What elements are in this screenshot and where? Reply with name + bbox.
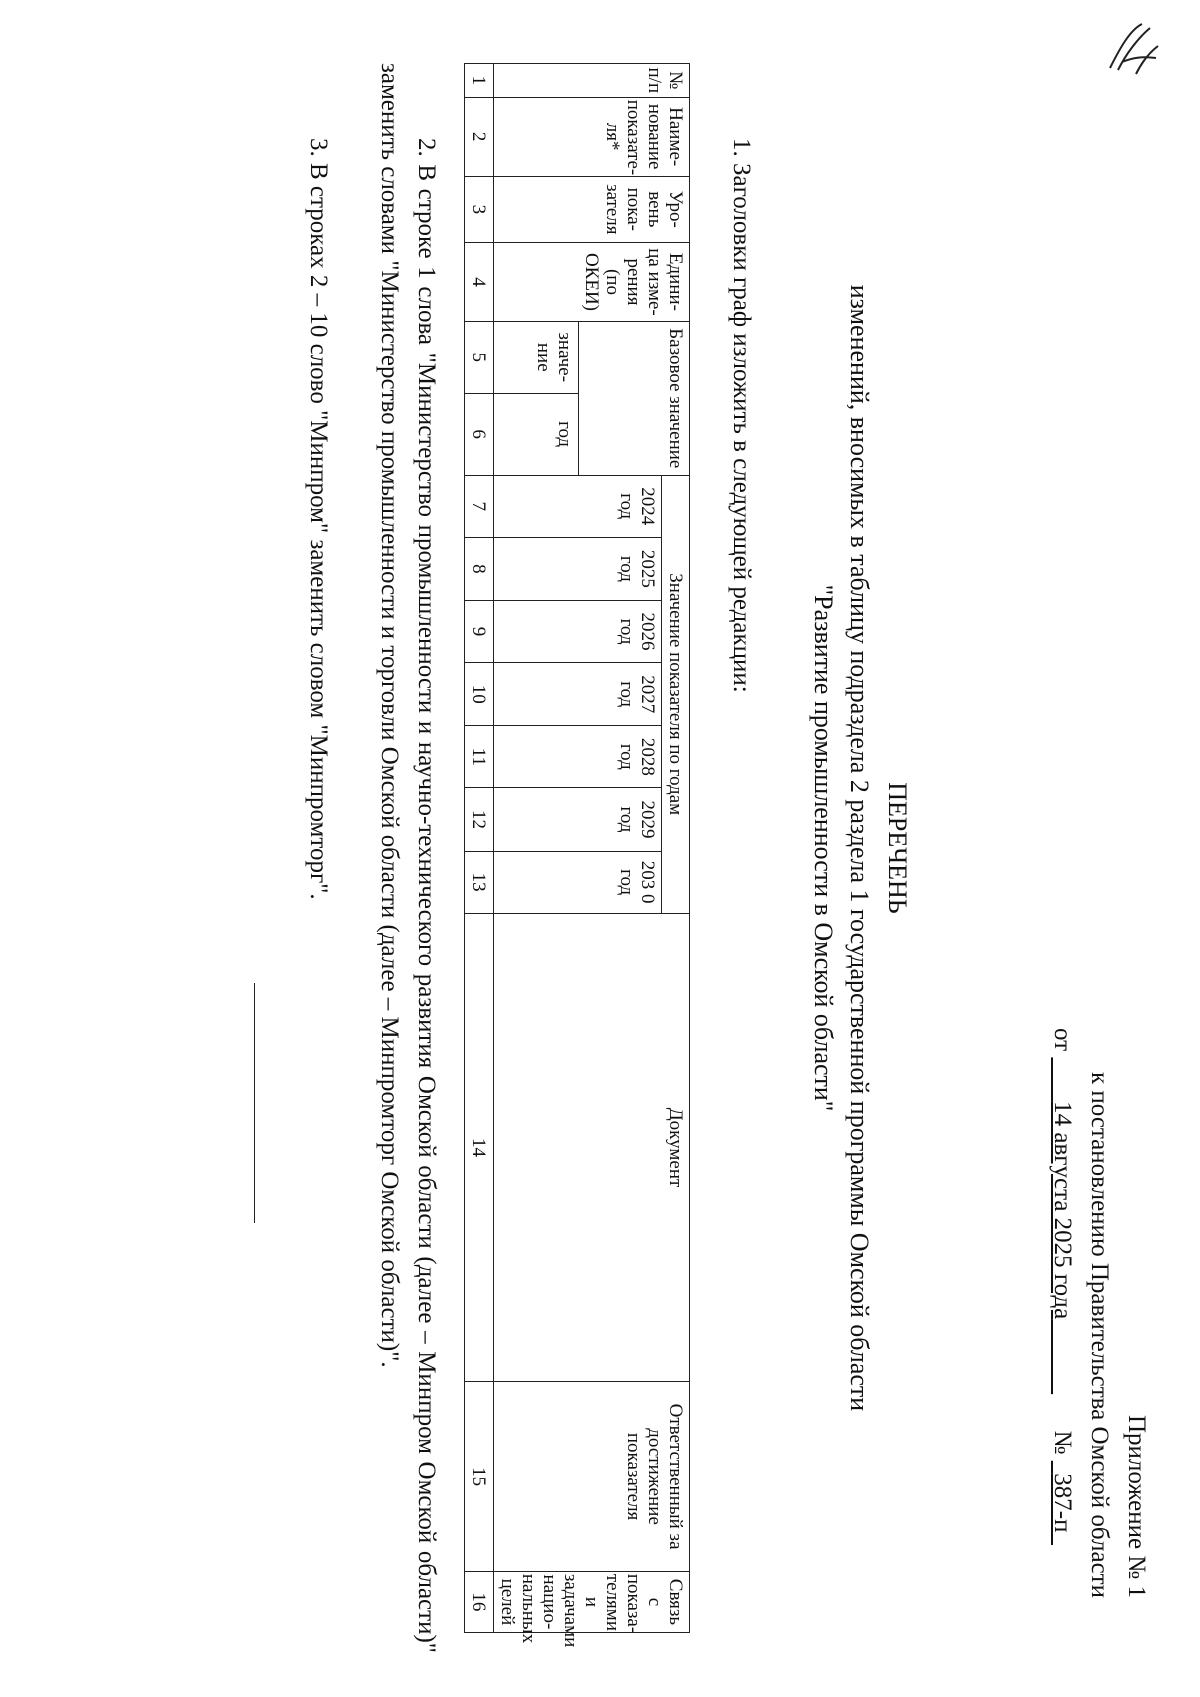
header-indicator-name: Наиме- нование показате- ля* (494, 97, 690, 176)
column-number: 11 (465, 726, 494, 788)
column-number: 13 (465, 851, 494, 913)
header-indicator-level: Уро- вень пока- зателя (494, 176, 690, 242)
rotated-content (95, 48, 1155, 1653)
approval-line-3 (1044, 898, 1081, 1598)
program-name: "Развитие промышленности в Омской области" (809, 584, 838, 1112)
column-number: 3 (465, 176, 494, 242)
header-values-by-year: Значение показателя по годам (662, 475, 690, 913)
approval-block (1044, 898, 1155, 1598)
header-responsible: Ответственный за достижение показателя (494, 1382, 690, 1572)
header-year-2024: 2024 год (494, 475, 662, 537)
column-number: 2 (465, 97, 494, 176)
column-number: 16 (465, 1571, 494, 1632)
column-number: 14 (465, 913, 494, 1382)
approval-line-2: к постановлению Правительства Омской области (1086, 1071, 1113, 1598)
column-headers-table (464, 63, 690, 1648)
header-year-2027: 2027 год (494, 663, 662, 726)
column-number: 6 (465, 393, 494, 475)
approval-number: 387-п (1049, 1473, 1076, 1533)
header-unit: Едини- ца изме- рения (по ОКЕИ) (494, 242, 690, 321)
header-base-value-value: значе- ние (494, 321, 579, 393)
number-label: № (1049, 1430, 1076, 1455)
column-number: 1 (465, 64, 494, 98)
item-2-text: 2. В строке 1 слова "Министерство промышленности и научно-технического развития Омской области (далее – Минпром Омской области)" заменить словами "Министерство промышленности и торговли Омской области (далее – Минпромторг Омской области)". (376, 63, 440, 1653)
header-base-value: Базовое значение (579, 321, 690, 475)
approval-line-1: Приложение № 1 (1123, 1414, 1150, 1598)
document-heading: ПЕРЕЧЕНЬ (883, 782, 912, 914)
item-1-text: 1. Заголовки граф изложить в следующей редакции: (728, 138, 755, 693)
header-year-2025: 2025 год (494, 537, 662, 600)
header-number: № п/п (494, 64, 690, 98)
column-number: 5 (465, 321, 494, 393)
column-number: 15 (465, 1382, 494, 1572)
header-link: Связь с показа- телями и задачами нацио- нальных целей (494, 1571, 690, 1632)
column-number: 12 (465, 788, 494, 851)
approval-date: 14 августа 2025 года (1049, 1101, 1076, 1320)
column-number: 4 (465, 242, 494, 321)
document-subtitle: изменений, вносимых в таблицу подраздела 2 раздела 1 государственной программы Омской области (845, 284, 874, 1412)
header-document: Документ (494, 913, 690, 1382)
column-number: 10 (465, 663, 494, 726)
item-3-text: 3. В строках 2 – 10 слово "Минпром" заменить словом "Минпромторг". (305, 138, 332, 900)
header-base-value-year: год (494, 393, 579, 475)
column-number: 7 (465, 475, 494, 537)
header-year-2028: 2028 год (494, 726, 662, 788)
closing-separator-line (254, 983, 255, 1223)
header-year-2026: 2026 год (494, 600, 662, 662)
column-number: 9 (465, 600, 494, 662)
header-year-2030: 203 0 год (494, 851, 662, 913)
column-numbers-row (465, 64, 494, 1633)
header-year-2029: 2029 год (494, 788, 662, 851)
from-label: от (1049, 1028, 1076, 1052)
column-number: 8 (465, 537, 494, 600)
